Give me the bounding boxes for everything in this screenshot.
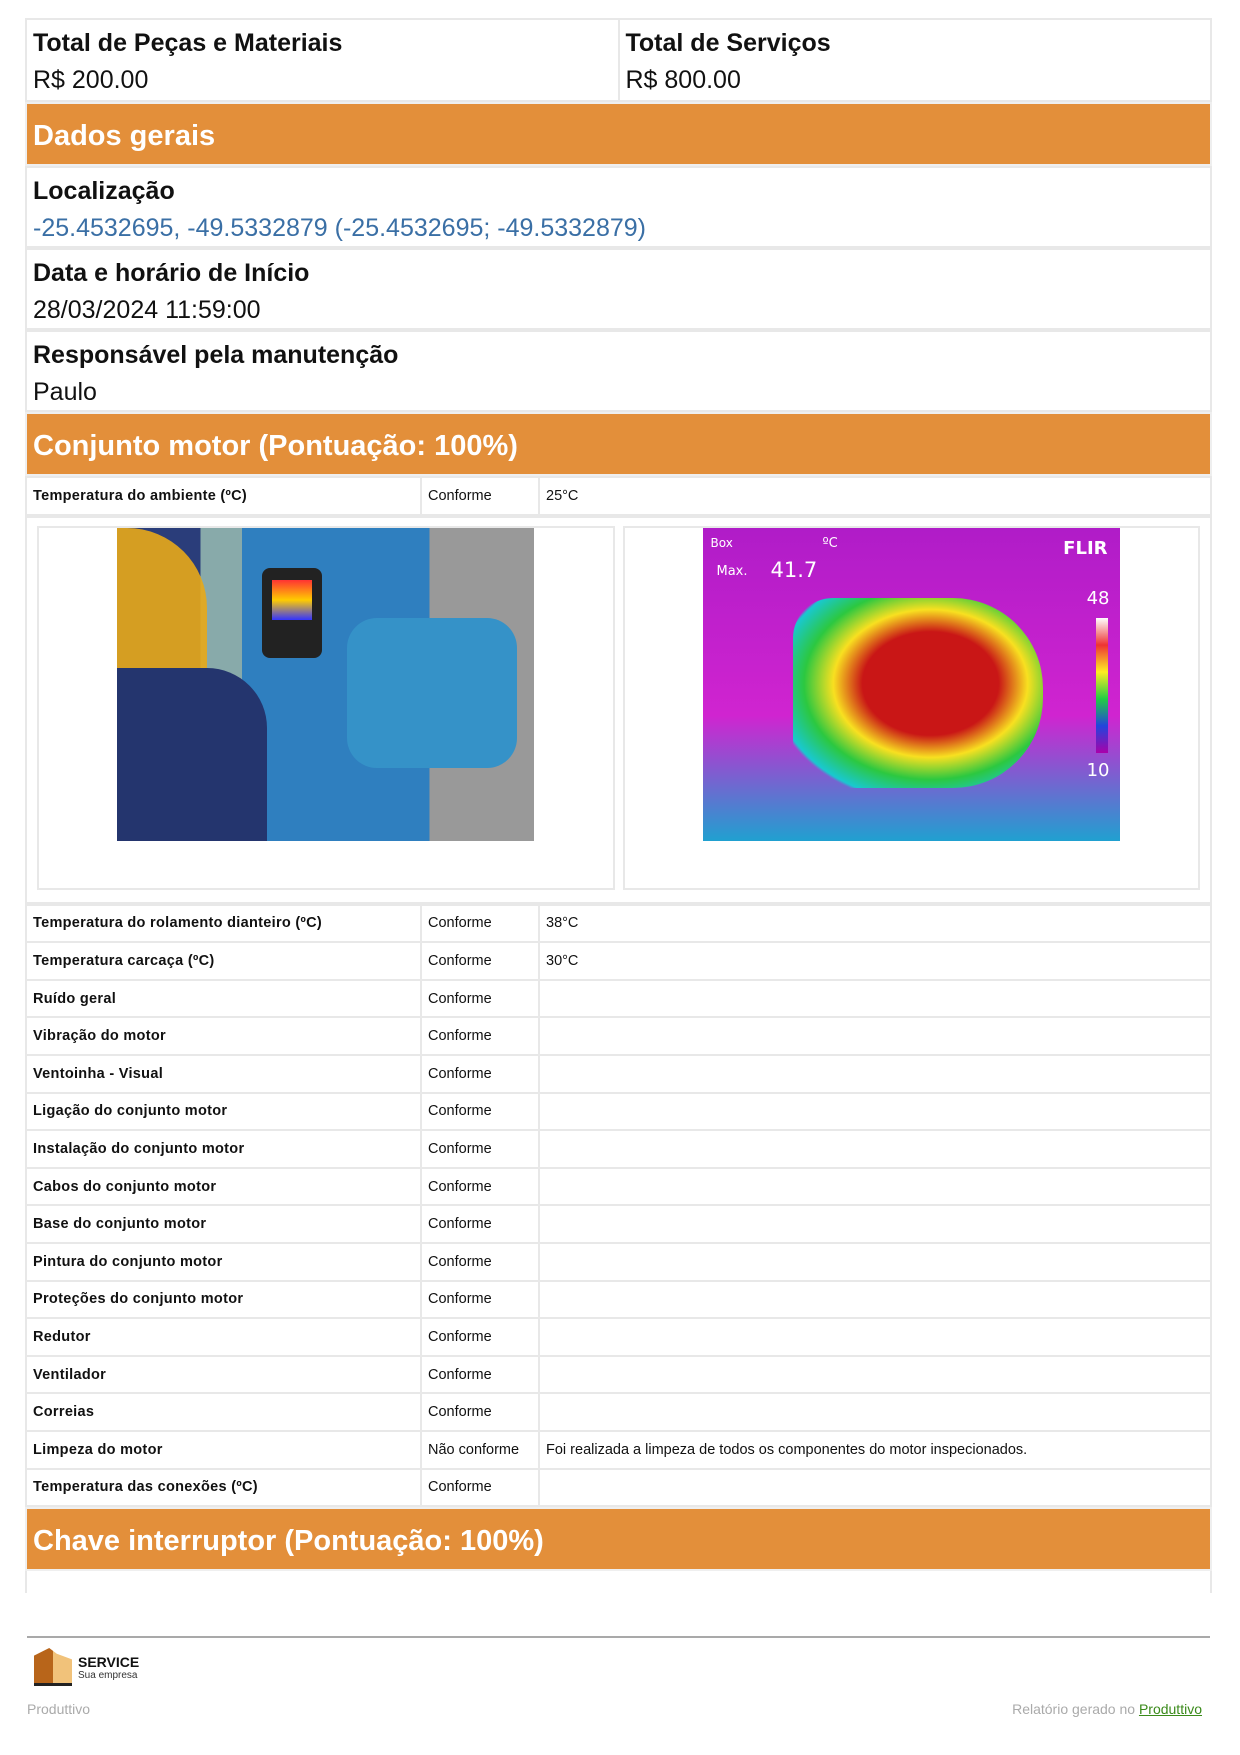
thermal-scale-low: 10 [1086,759,1110,781]
item-status: Conforme [421,1055,539,1093]
item-name: Cabos do conjunto motor [26,1168,421,1206]
section-motor-header: Conjunto motor (Pontuação: 100%) [25,412,1212,476]
table-row [26,1130,1211,1168]
table-row [26,1243,1211,1281]
building-icon [34,1648,72,1686]
item-note [539,1356,1211,1394]
table-row [26,980,1211,1018]
thermal-max-label: Max. [716,563,748,579]
item-status: Conforme [421,1469,539,1507]
photo-panel [623,526,1201,890]
table-row [26,1431,1211,1469]
photo-panel [37,526,615,890]
item-status: Conforme [421,1205,539,1243]
field-value: Paulo [33,378,97,406]
section-general-header: Dados gerais [25,102,1212,166]
item-name: Instalação do conjunto motor [26,1130,421,1168]
item-note [539,1205,1211,1243]
company-logo [34,1648,139,1686]
thermal-image[interactable] [703,528,1120,841]
item-name: Temperatura carcaça (ºC) [26,942,421,980]
item-status: Conforme [421,1093,539,1131]
table-row [26,1055,1211,1093]
thermal-max-value: 41.7 [770,557,818,582]
item-status: Conforme [421,980,539,1018]
field-responsible [25,330,1212,412]
item-name: Temperatura do rolamento dianteiro (ºC) [26,905,421,943]
item-status: Conforme [421,905,539,943]
report [25,18,1212,1593]
logo-subtitle: Sua empresa [78,1669,138,1681]
item-note: 38°C [539,905,1211,943]
field-value: 28/03/2024 11:59:00 [33,296,261,324]
item-name: Ruído geral [26,980,421,1018]
item-note [539,1093,1211,1131]
table-row [26,1168,1211,1206]
item-name: Limpeza do motor [26,1431,421,1469]
field-location [25,166,1212,248]
item-note: 25°C [539,477,1211,515]
table-row [26,1017,1211,1055]
footer-generated-text: Relatório gerado no [1012,1701,1136,1717]
item-name: Base do conjunto motor [26,1205,421,1243]
parts-value: R$ 200.00 [33,66,149,94]
location-link[interactable]: -25.4532695, -49.5332879 (-25.4532695; -49.5332879) [33,214,647,242]
item-note [539,1393,1211,1431]
item-note [539,1469,1211,1507]
flir-logo: FLIR [1063,537,1108,559]
field-start-date [25,248,1212,330]
totals-row [25,18,1212,102]
item-status: Conforme [421,477,539,515]
item-note [539,1055,1211,1093]
item-note [539,1318,1211,1356]
item-name: Ventilador [26,1356,421,1394]
item-note [539,1281,1211,1319]
table-row [26,1469,1211,1507]
item-status: Conforme [421,1243,539,1281]
table-row [26,905,1211,943]
item-status: Conforme [421,1281,539,1319]
thermal-scale-high: 48 [1086,587,1110,609]
table-row [26,1205,1211,1243]
item-name: Temperatura das conexões (ºC) [26,1469,421,1507]
logo-name: SERVICE [78,1653,140,1670]
field-label: Localização [33,177,175,205]
produttivo-link[interactable]: Produttivo [1138,1701,1202,1717]
footer-right [1012,1701,1202,1717]
photo-gallery [25,516,1212,904]
item-status: Conforme [421,1130,539,1168]
motor-inspection-photo[interactable] [117,528,534,841]
section-switch-body [25,1571,1212,1593]
item-note: Foi realizada a limpeza de todos os componentes do motor inspecionados. [539,1431,1211,1469]
section-switch-header: Chave interruptor (Pontuação: 100%) [25,1507,1212,1571]
item-status: Conforme [421,1356,539,1394]
item-status: Conforme [421,1318,539,1356]
table-row [26,477,1211,515]
item-name: Pintura do conjunto motor [26,1243,421,1281]
item-name: Correias [26,1393,421,1431]
parts-label: Total de Peças e Materiais [33,29,343,57]
item-status: Conforme [421,1168,539,1206]
motor-checklist-table [25,904,1212,1508]
item-note [539,1017,1211,1055]
services-value: R$ 800.00 [625,66,741,94]
item-note [539,1168,1211,1206]
item-note: 30°C [539,942,1211,980]
services-label: Total de Serviços [625,29,831,57]
item-note [539,1130,1211,1168]
item-name: Ligação do conjunto motor [26,1093,421,1131]
item-note [539,980,1211,1018]
table-row [26,1356,1211,1394]
item-name: Redutor [26,1318,421,1356]
table-row [26,1093,1211,1131]
table-row [26,1318,1211,1356]
field-label: Data e horário de Início [33,259,310,287]
table-row [26,1281,1211,1319]
item-status: Conforme [421,942,539,980]
item-note [539,1243,1211,1281]
thermal-scale-bar [1096,618,1108,753]
item-name: Vibração do motor [26,1017,421,1055]
item-status: Conforme [421,1017,539,1055]
thermal-unit: ºC [822,535,838,551]
footer-divider [27,1636,1210,1638]
field-label: Responsável pela manutenção [33,341,399,369]
item-status: Conforme [421,1393,539,1431]
motor-first-table [25,476,1212,516]
item-name: Ventoinha - Visual [26,1055,421,1093]
table-row [26,1393,1211,1431]
footer-left: Produttivo [27,1701,91,1717]
table-row [26,942,1211,980]
item-name: Proteções do conjunto motor [26,1281,421,1319]
item-name: Temperatura do ambiente (ºC) [26,477,421,515]
thermal-box-label: Box [710,535,733,550]
item-status: Não conforme [421,1431,539,1469]
